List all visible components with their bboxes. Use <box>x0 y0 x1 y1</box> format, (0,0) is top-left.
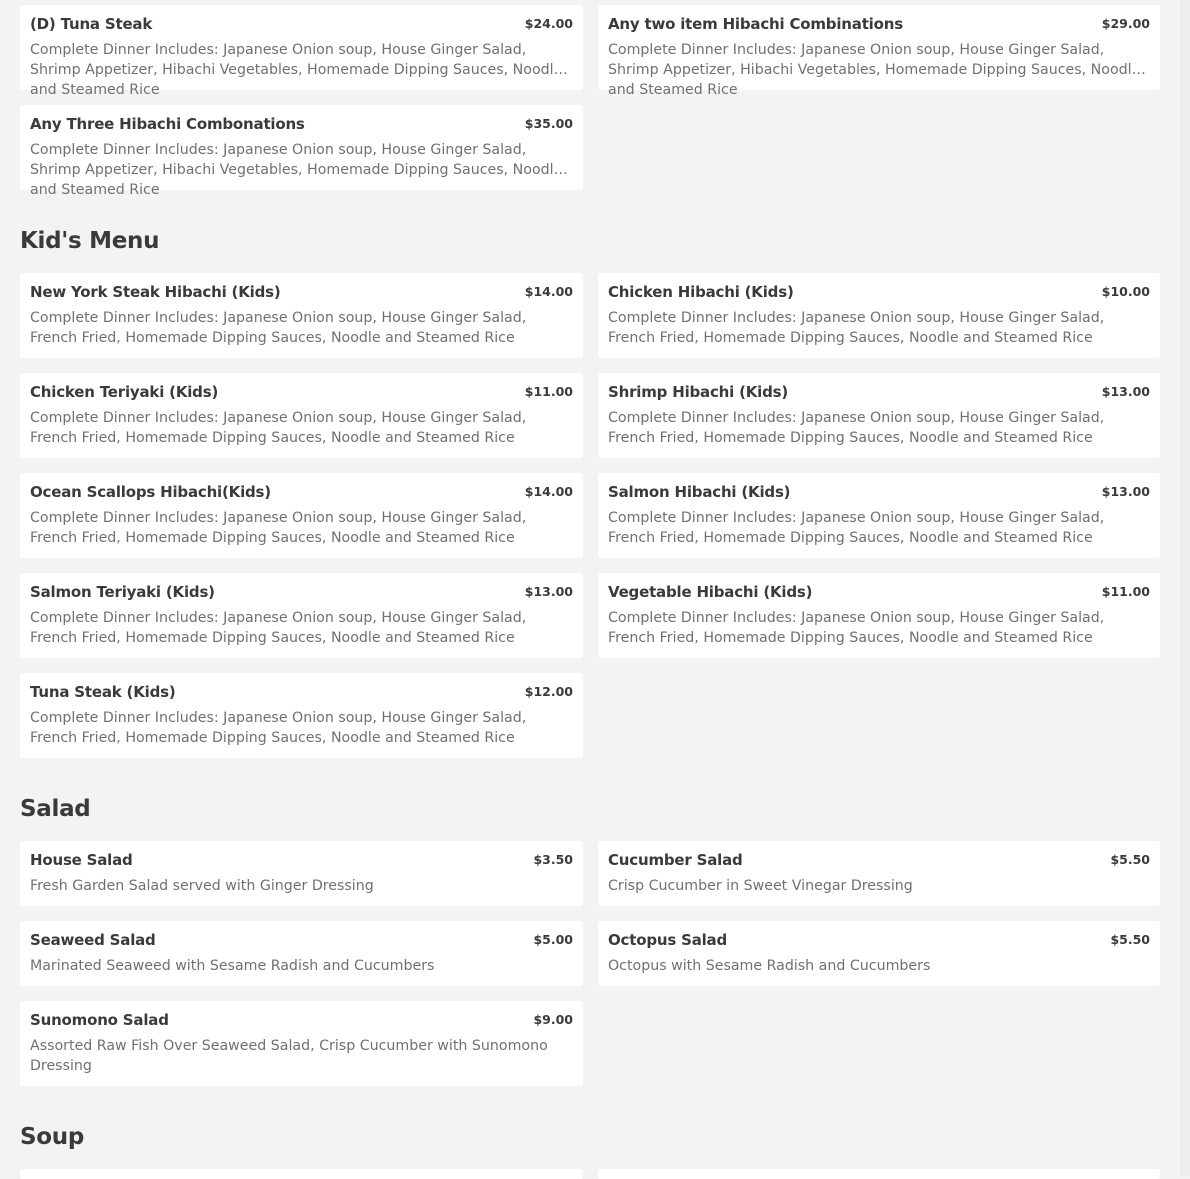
item-name: Chicken Hibachi (Kids) <box>608 283 794 301</box>
item-description: Complete Dinner Includes: Japanese Onion soup, House Ginger Salad, Shrimp Appetizer, Hibachi Vegetables, Homemade Dipping Sauces, Noodle and Steamed Rice <box>30 142 563 198</box>
item-name: New York Steak Hibachi (Kids) <box>30 283 281 301</box>
item-name: Any Three Hibachi Combonations <box>30 115 305 133</box>
menu-item-card[interactable] <box>20 921 583 986</box>
item-price: $5.50 <box>1110 852 1150 867</box>
menu-item-card[interactable] <box>20 373 583 458</box>
item-name: Seaweed Salad <box>30 931 156 949</box>
item-description: Complete Dinner Includes: Japanese Onion soup, House Ginger Salad, French Fried, Homemade Dipping Sauces, Noodle and Steamed Rice <box>30 510 527 546</box>
item-name: Sunomono Salad <box>30 1011 169 1029</box>
item-description: Complete Dinner Includes: Japanese Onion soup, House Ginger Salad, French Fried, Homemade Dipping Sauces, Noodle and Steamed Rice <box>30 610 527 646</box>
item-name: House Salad <box>30 851 133 869</box>
item-description: Complete Dinner Includes: Japanese Onion soup, House Ginger Salad, French Fried, Homemade Dipping Sauces, Noodle and Steamed Rice <box>30 310 527 346</box>
item-price: $24.00 <box>524 16 573 31</box>
combinations-grid <box>20 5 1160 198</box>
item-name: Chicken Teriyaki (Kids) <box>30 383 219 401</box>
item-price: $9.00 <box>533 1012 573 1027</box>
item-name: Vegetable Hibachi (Kids) <box>608 583 813 601</box>
item-price: $3.50 <box>533 852 573 867</box>
item-description: Complete Dinner Includes: Japanese Onion soup, House Ginger Salad, French Fried, Homemade Dipping Sauces, Noodle and Steamed Rice <box>608 610 1105 646</box>
section-title-soup: Soup <box>20 1124 85 1150</box>
item-description: Complete Dinner Includes: Japanese Onion soup, House Ginger Salad, Shrimp Appetizer, Hibachi Vegetables, Homemade Dipping Sauces, Noodle and Steamed Rice <box>608 42 1141 98</box>
section-title-salad: Salad <box>20 796 91 822</box>
item-price: $5.00 <box>533 932 573 947</box>
item-name: Tuna Steak (Kids) <box>30 683 176 701</box>
item-description: Complete Dinner Includes: Japanese Onion soup, House Ginger Salad, French Fried, Homemade Dipping Sauces, Noodle and Steamed Rice <box>30 710 527 746</box>
menu-item-card[interactable] <box>20 473 583 558</box>
menu-item-card[interactable] <box>20 105 583 198</box>
scrollbar-track[interactable] <box>1180 0 1190 1176</box>
menu-item-card[interactable] <box>20 841 583 906</box>
item-description: Octopus with Sesame Radish and Cucumbers <box>608 958 931 974</box>
item-price: $13.00 <box>1101 484 1150 499</box>
item-description: Complete Dinner Includes: Japanese Onion soup, House Ginger Salad, French Fried, Homemade Dipping Sauces, Noodle and Steamed Rice <box>608 310 1105 346</box>
item-name: Cucumber Salad <box>608 851 743 869</box>
item-price: $29.00 <box>1101 16 1150 31</box>
item-description: Assorted Raw Fish Over Seaweed Salad, Crisp Cucumber with Sunomono Dressing <box>30 1038 548 1074</box>
section-title-kids-menu: Kid's Menu <box>20 228 160 254</box>
item-name: Shrimp Hibachi (Kids) <box>608 383 789 401</box>
kids-menu-grid <box>20 273 1160 758</box>
menu-item-card[interactable] <box>598 373 1160 458</box>
item-price: $10.00 <box>1101 284 1150 299</box>
item-name: Octopus Salad <box>608 931 728 949</box>
menu-item-card[interactable] <box>20 5 583 98</box>
item-price: $14.00 <box>524 284 573 299</box>
item-description: Complete Dinner Includes: Japanese Onion soup, House Ginger Salad, French Fried, Homemade Dipping Sauces, Noodle and Steamed Rice <box>30 410 527 446</box>
item-price: $13.00 <box>524 584 573 599</box>
menu-item-card[interactable] <box>598 573 1160 658</box>
item-name: Any two item Hibachi Combinations <box>608 15 903 33</box>
item-name: Salmon Hibachi (Kids) <box>608 483 791 501</box>
menu-item-card[interactable] <box>20 273 583 358</box>
item-price: $35.00 <box>524 116 573 131</box>
menu-item-card[interactable] <box>20 1001 583 1086</box>
item-description: Complete Dinner Includes: Japanese Onion soup, House Ginger Salad, Shrimp Appetizer, Hibachi Vegetables, Homemade Dipping Sauces, Noodle and Steamed Rice <box>30 42 563 98</box>
item-description: Marinated Seaweed with Sesame Radish and Cucumbers <box>30 958 435 974</box>
menu-item-card[interactable] <box>598 1169 1160 1179</box>
menu-item-card[interactable] <box>598 921 1160 986</box>
item-price: $5.50 <box>1110 932 1150 947</box>
item-price: $11.00 <box>524 384 573 399</box>
menu-item-card[interactable] <box>598 5 1160 98</box>
menu-item-card[interactable] <box>20 673 583 758</box>
item-description: Fresh Garden Salad served with Ginger Dressing <box>30 878 374 894</box>
item-name: Salmon Teriyaki (Kids) <box>30 583 215 601</box>
item-price: $11.00 <box>1101 584 1150 599</box>
item-price: $12.00 <box>524 684 573 699</box>
item-description: Complete Dinner Includes: Japanese Onion soup, House Ginger Salad, French Fried, Homemade Dipping Sauces, Noodle and Steamed Rice <box>608 510 1105 546</box>
item-name: (D) Tuna Steak <box>30 15 153 33</box>
menu-item-card[interactable] <box>20 1169 583 1179</box>
item-description: Complete Dinner Includes: Japanese Onion soup, House Ginger Salad, French Fried, Homemade Dipping Sauces, Noodle and Steamed Rice <box>608 410 1105 446</box>
menu-item-card[interactable] <box>598 473 1160 558</box>
menu-item-card[interactable] <box>598 273 1160 358</box>
menu-item-card[interactable] <box>20 573 583 658</box>
item-price: $13.00 <box>1101 384 1150 399</box>
item-price: $14.00 <box>524 484 573 499</box>
item-description: Crisp Cucumber in Sweet Vinegar Dressing <box>608 878 913 894</box>
menu-item-card[interactable] <box>598 841 1160 906</box>
salad-grid <box>20 841 1160 1086</box>
item-name: Ocean Scallops Hibachi(Kids) <box>30 483 271 501</box>
